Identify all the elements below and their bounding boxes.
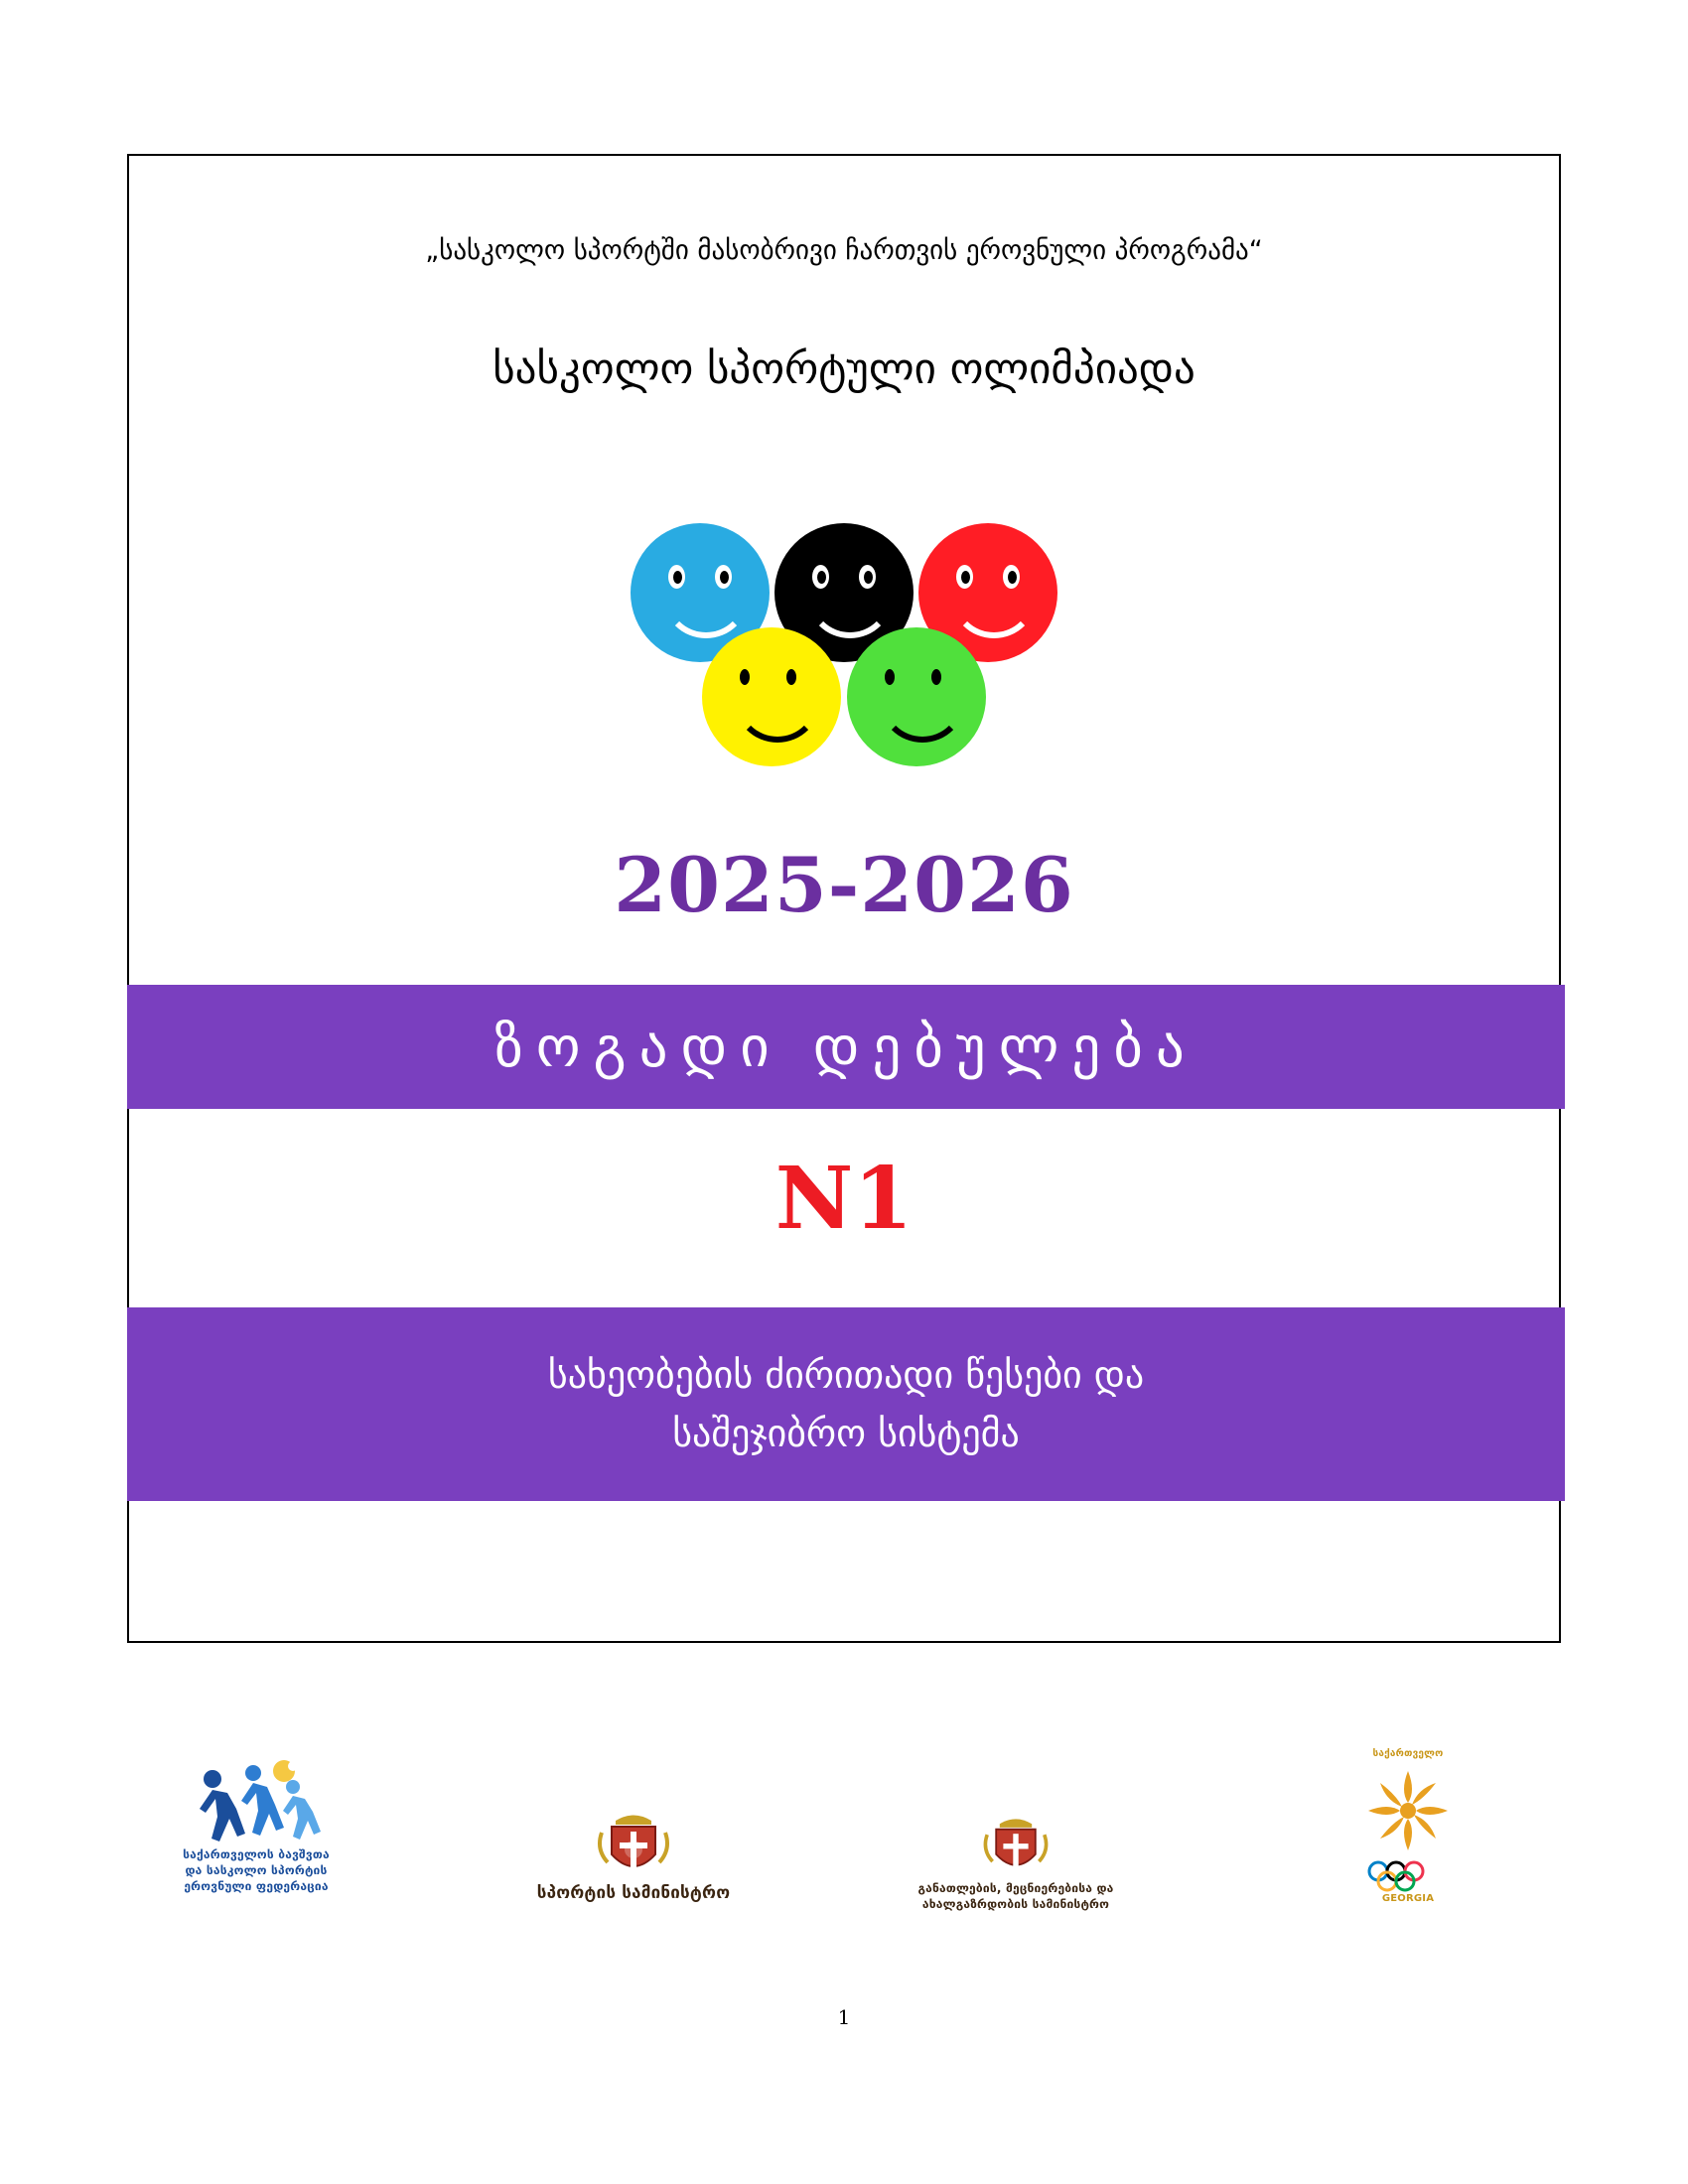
smile-mouth: [879, 689, 966, 743]
cover-frame: [127, 154, 1561, 1643]
olympic-smiley-rings: [631, 523, 1057, 791]
footer-logos: [127, 1747, 1561, 2005]
page-title: სასკოლო სპორტული ოლიმპიადა: [492, 344, 1196, 394]
eye-left: [740, 669, 750, 685]
year-range: 2025-2026: [614, 841, 1074, 929]
pupil-right: [720, 571, 729, 584]
eye-left: [885, 669, 895, 685]
pupil-left: [817, 571, 826, 584]
eye-right: [786, 669, 796, 685]
pupil-left: [673, 571, 682, 584]
bottom-subject-band: [127, 1307, 1565, 1501]
bottom-line-1: სახეობების ძირითადი წესები და: [547, 1352, 1145, 1397]
smile-mouth: [734, 689, 821, 743]
general-regulation-label: ზოგადი დებულება: [494, 1014, 1197, 1080]
logo-ministry-of-sport: [475, 1805, 792, 1905]
logo-ministry-of-education: [862, 1809, 1170, 1912]
smile-mouth: [950, 585, 1038, 638]
eye-right: [931, 669, 941, 685]
logo-ministry-of-education-caption: განათლების, მეცნიერებისა და ახალგაზრდობის სამინისტრო: [917, 1881, 1114, 1912]
logo-sports-federation-caption: საქართველოს ბავშვთა და სასკოლო სპორტის ეროვნული ფედერაცია: [183, 1847, 330, 1894]
page-number: 1: [837, 2005, 851, 2029]
ring-green-icon: [847, 627, 986, 766]
olympic-sun-icon: [1362, 1765, 1454, 1856]
pupil-left: [961, 571, 970, 584]
ring-yellow-icon: [702, 627, 841, 766]
logo-noc-caption-top: საქართველო: [1372, 1748, 1444, 1759]
document-number: N1: [774, 1149, 914, 1249]
logo-noc-caption: GEORGIA: [1381, 1892, 1435, 1904]
general-regulation-band: [127, 985, 1565, 1109]
smile-mouth: [806, 585, 894, 638]
smile-mouth: [662, 585, 750, 638]
bottom-line-2: საშეჯიბრო სისტემა: [672, 1411, 1020, 1455]
pupil-right: [1008, 571, 1017, 584]
olympic-rings-icon: [1364, 1860, 1452, 1892]
running-kids-icon: [182, 1757, 331, 1846]
program-quote: „სასკოლო სპორტში მასობრივი ჩართვის ეროვნული პროგრამა“: [425, 235, 1263, 266]
pupil-right: [864, 571, 873, 584]
logo-ministry-of-sport-caption: სპორტის სამინისტრო: [536, 1883, 731, 1903]
state-emblem-icon: [594, 1805, 673, 1882]
logo-sports-federation: [127, 1757, 385, 1895]
logo-national-olympic-committee: [1299, 1747, 1517, 1905]
state-emblem-icon: [980, 1809, 1052, 1880]
